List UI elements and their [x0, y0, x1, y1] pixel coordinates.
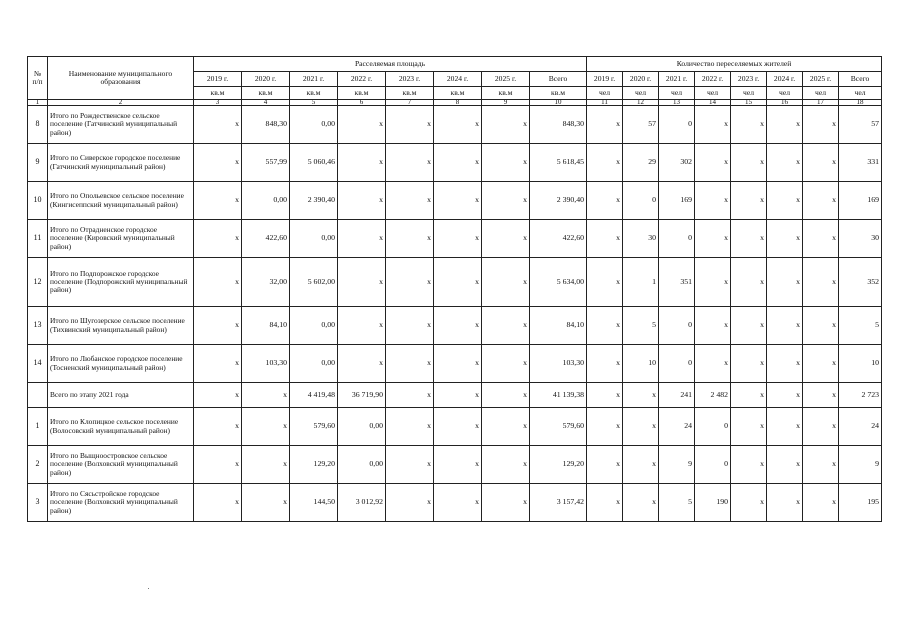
table-row: [28, 106, 882, 144]
area-cell: x: [242, 383, 290, 408]
area-cell: x: [482, 446, 530, 484]
people-cell: x: [731, 182, 767, 220]
table-row: [28, 408, 882, 446]
people-cell: 5: [623, 307, 659, 345]
people-cell: x: [767, 182, 803, 220]
row-municipality-name: Итого по Опольевское сельское поселение (Кингисеппский муниципальный район): [48, 182, 194, 220]
area-cell: x: [482, 182, 530, 220]
row-municipality-name: Итого по Любанское городское поселение (Тосненский муниципальный район): [48, 345, 194, 383]
header-year-people-4: 2023 г.: [731, 72, 767, 87]
area-cell: 41 139,38: [530, 383, 587, 408]
people-cell: x: [767, 408, 803, 446]
area-cell: x: [194, 408, 242, 446]
row-number: 13: [28, 307, 48, 345]
area-cell: x: [434, 144, 482, 182]
area-cell: 557,99: [242, 144, 290, 182]
people-cell: x: [587, 182, 623, 220]
people-cell: x: [767, 307, 803, 345]
header-column-number: 3: [194, 100, 242, 106]
people-cell: x: [587, 345, 623, 383]
area-cell: 5 618,45: [530, 144, 587, 182]
area-cell: 2 390,40: [290, 182, 338, 220]
area-cell: x: [338, 258, 386, 307]
area-cell: x: [194, 484, 242, 522]
area-cell: x: [338, 106, 386, 144]
area-cell: x: [386, 383, 434, 408]
header-unit-people-6: чел: [803, 87, 839, 100]
area-cell: x: [194, 220, 242, 258]
table-row: [28, 144, 882, 182]
header-column-number: 14: [695, 100, 731, 106]
people-cell: x: [587, 307, 623, 345]
area-cell: x: [194, 182, 242, 220]
table-row: [28, 182, 882, 220]
people-cell: 331: [839, 144, 882, 182]
people-cell: x: [803, 182, 839, 220]
people-cell: 9: [839, 446, 882, 484]
people-cell: x: [623, 383, 659, 408]
area-cell: 103,30: [530, 345, 587, 383]
people-cell: x: [695, 258, 731, 307]
people-cell: 5: [839, 307, 882, 345]
header-num: № п/п: [28, 57, 48, 100]
area-cell: 848,30: [242, 106, 290, 144]
area-cell: x: [386, 408, 434, 446]
header-column-number: 17: [803, 100, 839, 106]
area-cell: 84,10: [530, 307, 587, 345]
scan-speck: [148, 588, 149, 589]
row-number: 1: [28, 408, 48, 446]
people-cell: 0: [623, 182, 659, 220]
people-cell: 1: [623, 258, 659, 307]
row-municipality-name: Итого по Сиверское городское поселение (Гатчинский муниципальный район): [48, 144, 194, 182]
area-cell: 129,20: [290, 446, 338, 484]
area-cell: 3 157,42: [530, 484, 587, 522]
area-cell: x: [386, 345, 434, 383]
area-cell: 0,00: [290, 106, 338, 144]
area-cell: x: [434, 307, 482, 345]
header-year-people-5: 2024 г.: [767, 72, 803, 87]
area-cell: x: [242, 446, 290, 484]
header-unit-area-0: кв.м: [194, 87, 242, 100]
header-column-number: 6: [338, 100, 386, 106]
people-cell: x: [587, 484, 623, 522]
area-cell: x: [386, 220, 434, 258]
people-cell: x: [767, 258, 803, 307]
area-cell: x: [434, 383, 482, 408]
people-cell: x: [731, 307, 767, 345]
area-cell: x: [434, 258, 482, 307]
area-cell: x: [194, 307, 242, 345]
area-cell: x: [242, 484, 290, 522]
people-cell: x: [731, 144, 767, 182]
header-unit-people-1: чел: [623, 87, 659, 100]
header-year-area-0: 2019 г.: [194, 72, 242, 87]
header-year-people-3: 2022 г.: [695, 72, 731, 87]
header-column-number: 7: [386, 100, 434, 106]
header-unit-area-2: кв.м: [290, 87, 338, 100]
header-column-number: 12: [623, 100, 659, 106]
header-unit-people-7: чел: [839, 87, 882, 100]
people-cell: x: [767, 106, 803, 144]
people-cell: x: [767, 383, 803, 408]
people-cell: 195: [839, 484, 882, 522]
people-cell: 2 482: [695, 383, 731, 408]
people-cell: 24: [839, 408, 882, 446]
area-cell: x: [386, 106, 434, 144]
people-cell: x: [803, 345, 839, 383]
people-cell: 190: [695, 484, 731, 522]
people-cell: x: [731, 345, 767, 383]
people-cell: 29: [623, 144, 659, 182]
area-cell: x: [482, 258, 530, 307]
area-cell: 3 012,92: [338, 484, 386, 522]
header-unit-people-3: чел: [695, 87, 731, 100]
people-cell: x: [803, 144, 839, 182]
header-people-group: Количество переселяемых жителей: [587, 57, 882, 72]
area-cell: x: [482, 144, 530, 182]
people-cell: 9: [659, 446, 695, 484]
row-municipality-name: Итого по Отрадненское городское поселение (Кировский муниципальный район): [48, 220, 194, 258]
area-cell: x: [434, 220, 482, 258]
people-cell: 30: [623, 220, 659, 258]
people-cell: x: [731, 484, 767, 522]
area-cell: x: [434, 484, 482, 522]
people-cell: x: [803, 408, 839, 446]
area-cell: x: [194, 383, 242, 408]
people-cell: x: [695, 182, 731, 220]
people-cell: 302: [659, 144, 695, 182]
people-cell: x: [767, 220, 803, 258]
header-unit-area-4: кв.м: [386, 87, 434, 100]
header-year-area-2: 2021 г.: [290, 72, 338, 87]
table-row: [28, 220, 882, 258]
table-row: [28, 446, 882, 484]
table-row: [28, 345, 882, 383]
row-number: 12: [28, 258, 48, 307]
people-cell: x: [587, 446, 623, 484]
row-municipality-name: Итого по Выщноостровское сельское поселение (Волховский муниципальный район): [48, 446, 194, 484]
header-name: Наименование муниципального образования: [48, 57, 194, 100]
area-cell: 84,10: [242, 307, 290, 345]
table-row: [28, 307, 882, 345]
area-cell: x: [434, 182, 482, 220]
people-cell: 0: [659, 220, 695, 258]
area-cell: x: [434, 446, 482, 484]
people-cell: x: [767, 345, 803, 383]
area-cell: 0,00: [338, 446, 386, 484]
row-number: [28, 383, 48, 408]
row-municipality-name: Итого по Рождественское сельское поселение (Гатчинский муниципальный район): [48, 106, 194, 144]
row-number: 14: [28, 345, 48, 383]
people-cell: 2 723: [839, 383, 882, 408]
table-row: [28, 383, 882, 408]
people-cell: 0: [659, 307, 695, 345]
people-cell: x: [803, 220, 839, 258]
header-year-area-4: 2023 г.: [386, 72, 434, 87]
area-cell: 32,00: [242, 258, 290, 307]
people-cell: x: [695, 345, 731, 383]
people-cell: x: [803, 383, 839, 408]
header-column-number: 16: [767, 100, 803, 106]
area-cell: x: [482, 484, 530, 522]
area-cell: x: [194, 106, 242, 144]
header-row-groups: [28, 57, 882, 72]
area-cell: x: [386, 484, 434, 522]
people-cell: x: [587, 144, 623, 182]
header-unit-area-7: кв.м: [530, 87, 587, 100]
row-number: 11: [28, 220, 48, 258]
area-cell: x: [338, 182, 386, 220]
people-cell: 24: [659, 408, 695, 446]
header-year-area-3: 2022 г.: [338, 72, 386, 87]
header-column-number: 10: [530, 100, 587, 106]
people-cell: x: [695, 307, 731, 345]
people-cell: x: [731, 258, 767, 307]
area-cell: x: [434, 106, 482, 144]
people-cell: x: [803, 484, 839, 522]
people-cell: x: [767, 446, 803, 484]
area-cell: 0,00: [242, 182, 290, 220]
people-cell: x: [623, 408, 659, 446]
table-body: [28, 106, 882, 522]
people-cell: x: [623, 446, 659, 484]
header-column-number: 5: [290, 100, 338, 106]
header-unit-people-0: чел: [587, 87, 623, 100]
area-cell: x: [434, 345, 482, 383]
area-cell: x: [482, 383, 530, 408]
people-cell: x: [695, 220, 731, 258]
area-cell: 4 419,48: [290, 383, 338, 408]
people-cell: 352: [839, 258, 882, 307]
people-cell: 169: [839, 182, 882, 220]
area-cell: 0,00: [290, 345, 338, 383]
row-municipality-name: Итого по Сясьстройское городское поселение (Волховский муниципальный район): [48, 484, 194, 522]
header-column-number: 1: [28, 100, 48, 106]
area-cell: x: [386, 446, 434, 484]
area-cell: x: [386, 258, 434, 307]
area-cell: x: [386, 182, 434, 220]
people-cell: x: [803, 258, 839, 307]
header-column-number: 11: [587, 100, 623, 106]
people-cell: x: [731, 220, 767, 258]
people-cell: x: [695, 106, 731, 144]
area-cell: x: [482, 408, 530, 446]
area-cell: 848,30: [530, 106, 587, 144]
header-column-number: 15: [731, 100, 767, 106]
header-unit-people-5: чел: [767, 87, 803, 100]
header-year-area-6: 2025 г.: [482, 72, 530, 87]
people-cell: 241: [659, 383, 695, 408]
area-cell: 36 719,90: [338, 383, 386, 408]
area-cell: 0,00: [290, 307, 338, 345]
row-number: 10: [28, 182, 48, 220]
header-unit-people-4: чел: [731, 87, 767, 100]
people-cell: 351: [659, 258, 695, 307]
header-year-people-1: 2020 г.: [623, 72, 659, 87]
area-cell: 0,00: [338, 408, 386, 446]
people-cell: 30: [839, 220, 882, 258]
area-cell: x: [482, 220, 530, 258]
header-year-people-2: 2021 г.: [659, 72, 695, 87]
people-cell: x: [767, 144, 803, 182]
row-municipality-name: Итого по Подпорожское городское поселение (Подпорожский муниципальный район): [48, 258, 194, 307]
area-cell: 5 602,00: [290, 258, 338, 307]
area-cell: x: [194, 144, 242, 182]
header-unit-area-5: кв.м: [434, 87, 482, 100]
area-cell: x: [434, 408, 482, 446]
area-cell: 2 390,40: [530, 182, 587, 220]
area-cell: 5 060,46: [290, 144, 338, 182]
row-municipality-name: Всего по этапу 2021 года: [48, 383, 194, 408]
area-cell: x: [338, 345, 386, 383]
area-cell: x: [242, 408, 290, 446]
resettlement-table-sheet: [27, 56, 882, 522]
area-cell: x: [338, 144, 386, 182]
header-year-area-5: 2024 г.: [434, 72, 482, 87]
header-column-number: 13: [659, 100, 695, 106]
people-cell: 0: [659, 106, 695, 144]
people-cell: x: [803, 106, 839, 144]
table-row: [28, 258, 882, 307]
people-cell: 57: [839, 106, 882, 144]
header-column-number: 9: [482, 100, 530, 106]
header-column-number: 8: [434, 100, 482, 106]
area-cell: 579,60: [530, 408, 587, 446]
header-column-number: 18: [839, 100, 882, 106]
area-cell: 422,60: [530, 220, 587, 258]
area-cell: 5 634,00: [530, 258, 587, 307]
people-cell: x: [587, 408, 623, 446]
area-cell: 0,00: [290, 220, 338, 258]
people-cell: 0: [695, 408, 731, 446]
row-municipality-name: Итого по Шугозерское сельское поселение (Тихвинский муниципальный район): [48, 307, 194, 345]
row-number: 8: [28, 106, 48, 144]
people-cell: x: [587, 106, 623, 144]
header-year-people-6: 2025 г.: [803, 72, 839, 87]
area-cell: 579,60: [290, 408, 338, 446]
people-cell: x: [767, 484, 803, 522]
area-cell: x: [386, 144, 434, 182]
header-unit-area-6: кв.м: [482, 87, 530, 100]
header-column-number: 2: [48, 100, 194, 106]
area-cell: x: [482, 106, 530, 144]
resettlement-table: [27, 56, 882, 522]
area-cell: 422,60: [242, 220, 290, 258]
people-cell: 5: [659, 484, 695, 522]
row-number: 3: [28, 484, 48, 522]
people-cell: 169: [659, 182, 695, 220]
table-row: [28, 484, 882, 522]
people-cell: 10: [839, 345, 882, 383]
people-cell: 57: [623, 106, 659, 144]
header-unit-people-2: чел: [659, 87, 695, 100]
header-year-area-1: 2020 г.: [242, 72, 290, 87]
area-cell: 144,50: [290, 484, 338, 522]
area-cell: x: [194, 345, 242, 383]
header-column-number: 4: [242, 100, 290, 106]
row-municipality-name: Итого по Клопицкое сельское поселение (Волосовский муниципальный район): [48, 408, 194, 446]
area-cell: 103,30: [242, 345, 290, 383]
area-cell: x: [194, 446, 242, 484]
people-cell: x: [731, 106, 767, 144]
people-cell: x: [731, 383, 767, 408]
people-cell: x: [587, 383, 623, 408]
header-year-people-7: Всего: [839, 72, 882, 87]
people-cell: 0: [695, 446, 731, 484]
people-cell: x: [803, 307, 839, 345]
area-cell: x: [482, 307, 530, 345]
area-cell: x: [338, 307, 386, 345]
header-area-group: Расселяемая площадь: [194, 57, 587, 72]
area-cell: x: [194, 258, 242, 307]
header-year-area-7: Всего: [530, 72, 587, 87]
row-number: 9: [28, 144, 48, 182]
header-year-people-0: 2019 г.: [587, 72, 623, 87]
people-cell: x: [731, 446, 767, 484]
people-cell: x: [695, 144, 731, 182]
people-cell: 0: [659, 345, 695, 383]
header-unit-area-3: кв.м: [338, 87, 386, 100]
area-cell: x: [386, 307, 434, 345]
row-number: 2: [28, 446, 48, 484]
area-cell: x: [338, 220, 386, 258]
people-cell: x: [587, 220, 623, 258]
people-cell: x: [731, 408, 767, 446]
header-unit-area-1: кв.м: [242, 87, 290, 100]
area-cell: 129,20: [530, 446, 587, 484]
people-cell: x: [587, 258, 623, 307]
people-cell: x: [623, 484, 659, 522]
area-cell: x: [482, 345, 530, 383]
people-cell: 10: [623, 345, 659, 383]
people-cell: x: [803, 446, 839, 484]
